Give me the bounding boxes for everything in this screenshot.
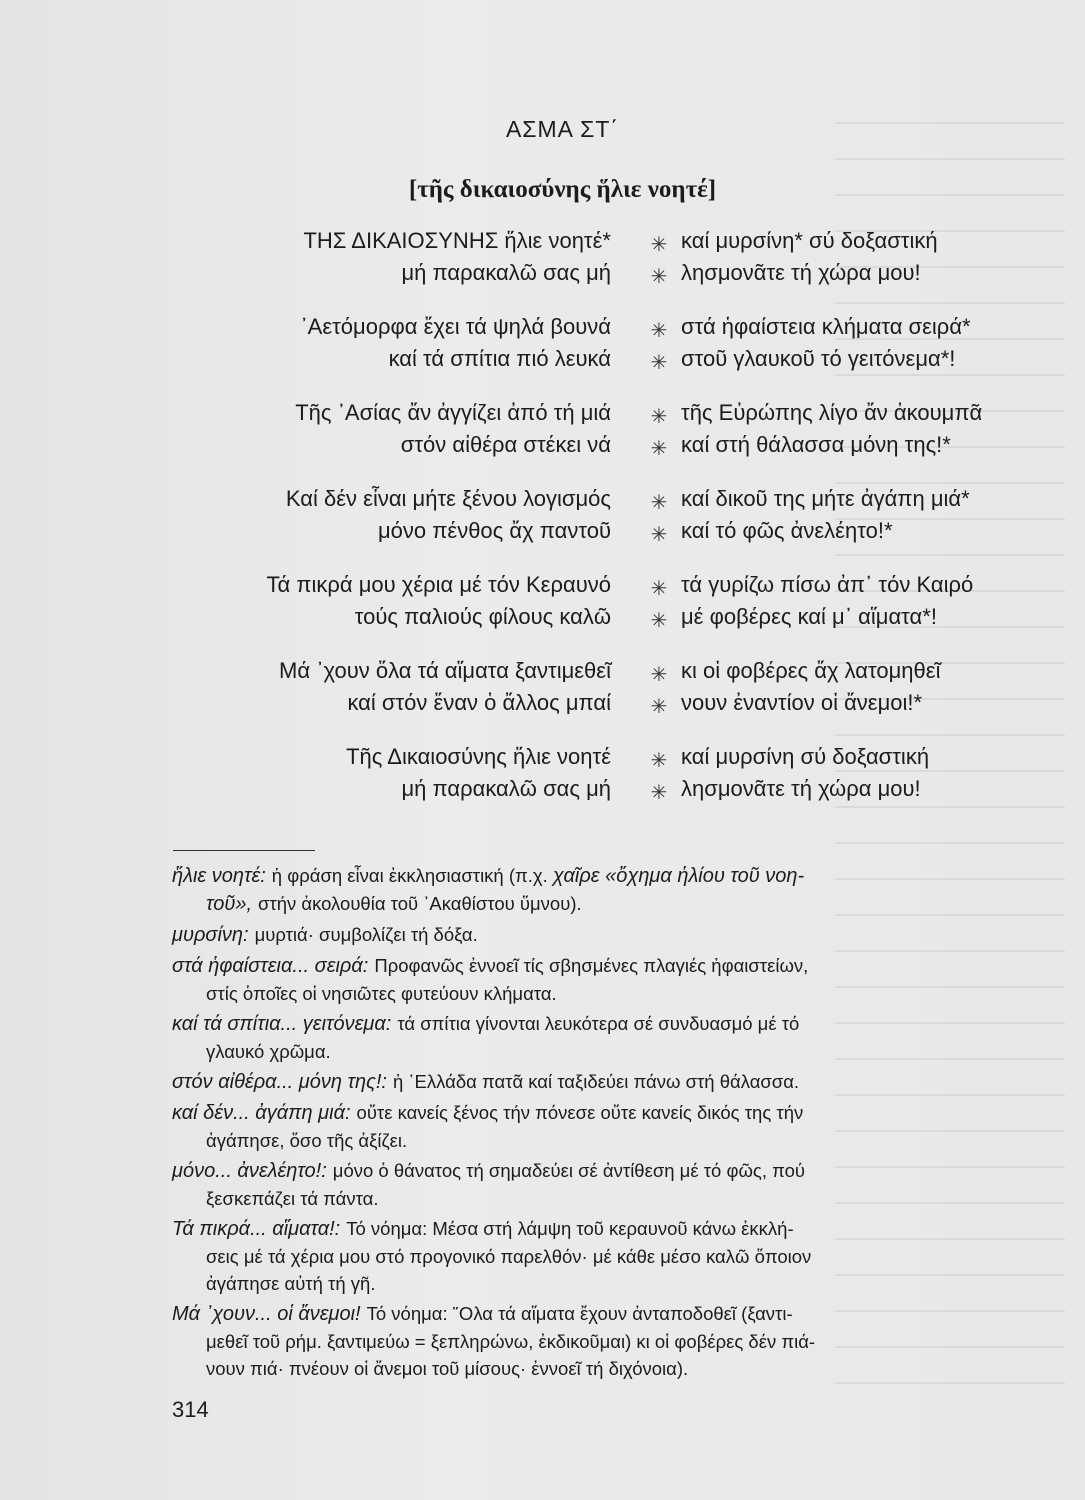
line-left-half: Τά πικρά μου χέρια μέ τόν Κεραυνό (266, 572, 611, 597)
asterisk-flower-icon: ✳ (650, 234, 668, 256)
line-right-half: τά γυρίζω πίσω ἀπ᾿ τόν Καιρό (681, 572, 974, 597)
line-left-half: μή παρακαλῶ σας μή (401, 776, 611, 801)
line-right-half: τῆς Εὐρώπης λίγο ἄν ἀκουμπᾶ (681, 400, 983, 425)
footnote-continuation-text: γλαυκό χρῶμα. (206, 1041, 331, 1062)
footnote-term: καί τά σπίτια... γειτόνεμα: (172, 1013, 392, 1035)
stanza (0, 486, 1085, 550)
footnote (172, 1215, 1034, 1297)
footnote-term: ἥλιε νοητέ: (172, 865, 266, 887)
line-left-half: Τῆς Δικαιοσύνης ἥλιε νοητέ (346, 744, 611, 769)
footnote-line (172, 921, 1034, 949)
footnote-text: Τό νόημα: Μέσα στή λάμψη τοῦ κεραυνοῦ κάνω ἐκκλή- (346, 1218, 794, 1239)
footnote-continuation-text: σεις μέ τά χέρια μου στό προγονικό παρελθόν· μέ κάθε μέσο καλῶ ὅποιον (206, 1246, 812, 1267)
poem-title: ΑΣΜΑ ΣΤ΄ (505, 116, 620, 142)
line-left-half: Μά ᾿χουν ὅλα τά αἵματα ξαντιμεθεῖ (279, 658, 611, 683)
footnote-term: Μά ᾿χουν... οἱ ἄνεμοι! (172, 1303, 361, 1325)
line-right-half: στά ἡφαίστεια κλήματα σειρά* (681, 314, 971, 339)
poem-line (0, 572, 1085, 604)
footnote-line (172, 1099, 1034, 1127)
stanza (0, 744, 1085, 808)
line-right-half: καί μυρσίνη σύ δοξαστική (681, 744, 930, 769)
stanza (0, 658, 1085, 722)
footnote-term: μυρσίνη: (172, 924, 249, 946)
footnote-line (172, 862, 1034, 890)
poem-line (0, 518, 1085, 550)
asterisk-flower-icon: ✳ (650, 352, 668, 374)
asterisk-flower-icon: ✳ (650, 696, 668, 718)
asterisk-flower-icon: ✳ (650, 492, 668, 514)
asterisk-flower-icon: ✳ (650, 406, 668, 428)
footnote-continuation (172, 890, 1034, 918)
footnote-continuation-text: ἀγάπησε, ὅσο τῆς ἀξίζει. (206, 1130, 408, 1151)
footnote-continuation: ἀγάπησε αὐτή τή γῆ. (206, 1273, 376, 1294)
footnote-continuation (172, 1328, 1034, 1355)
footnote-term: καί δέν... ἀγάπη μιά: (172, 1102, 351, 1124)
poem-line (0, 744, 1085, 776)
poem-line (0, 658, 1085, 690)
footnote-divider (173, 850, 315, 851)
footnote-text: μυρτιά· συμβολίζει τή δόξα. (254, 924, 478, 945)
footnote-continuation-text: ξεσκεπάζει τά πάντα. (206, 1188, 379, 1209)
footnote-line (172, 1068, 1034, 1096)
footnote (172, 1300, 1034, 1382)
line-left-half: ᾿Αετόμορφα ἔχει τά ψηλά βουνά (300, 314, 611, 339)
poem-line (0, 400, 1085, 432)
footnote-text: ἡ ῾Ελλάδα πατᾶ καί ταξιδεύει πάνω στή θάλασσα. (392, 1071, 800, 1092)
line-left-half: μόνο πένθος ἄχ παντοῦ (377, 518, 611, 543)
footnote-continuation (172, 1243, 1034, 1270)
line-right-half: νουν ἐναντίον οἱ ἄνεμοι!* (681, 690, 923, 715)
asterisk-flower-icon: ✳ (650, 524, 668, 546)
footnote-continuation (172, 1185, 1034, 1212)
footnote-term: Τά πικρά... αἵματα!: (172, 1218, 341, 1240)
footnote-continuation (172, 1038, 1034, 1065)
footnote (172, 952, 1034, 1007)
footnote-term: μόνο... ἀνελέητο!: (172, 1160, 327, 1182)
poem-line (0, 260, 1085, 292)
footnote-line (172, 952, 1034, 980)
poem-body (0, 228, 1085, 830)
line-left-half: Τῆς ᾿Ασίας ἄν ἀγγίζει ἀπό τή μιά (295, 400, 611, 425)
line-left-half: καί στόν ἕναν ὁ ἄλλος μπαί (347, 690, 611, 715)
poem-line (0, 776, 1085, 808)
asterisk-flower-icon: ✳ (650, 782, 668, 804)
footnote-line (172, 1215, 1034, 1243)
stanza (0, 228, 1085, 292)
asterisk-flower-icon: ✳ (650, 664, 668, 686)
asterisk-flower-icon: ✳ (650, 266, 668, 288)
footnote (172, 1157, 1034, 1212)
poem-subtitle: [τῆς δικαιοσύνης ἥλιε νοητέ] (408, 176, 717, 203)
asterisk-flower-icon: ✳ (650, 750, 668, 772)
footnote-continuation (172, 980, 1034, 1007)
footnote-term: στόν αἰθέρα... μόνη της!: (172, 1071, 387, 1093)
line-right-half: κι οἱ φοβέρες ἄχ λατομηθεῖ (681, 658, 941, 683)
footnote-text: τά σπίτια γίνονται λευκότερα σέ συνδυασμό μέ τό (397, 1013, 800, 1034)
stanza (0, 400, 1085, 464)
line-left-half: ΤΗΣ ΔΙΚΑΙΟΣΥΝΗΣ ἥλιε νοητέ* (303, 228, 611, 253)
page-number: 314 (172, 1397, 209, 1422)
line-right-half: λησμονᾶτε τή χώρα μου! (681, 260, 921, 285)
line-right-half: καί στή θάλασσα μόνη της!* (681, 432, 951, 457)
footnote-line (172, 1010, 1034, 1038)
line-left-half: καί τά σπίτια πιό λευκά (388, 346, 611, 371)
footnote (172, 862, 1034, 918)
line-right-half: λησμονᾶτε τή χώρα μου! (681, 776, 921, 801)
poem-line (0, 314, 1085, 346)
stanza (0, 572, 1085, 636)
footnote-text: ἡ φράση εἶναι ἐκκλησιαστική (π.χ. (271, 865, 548, 886)
line-left-half: τούς παλιούς φίλους καλῶ (354, 604, 611, 629)
footnote-continuation: νουν πιά· πνέουν οἱ ἄνεμοι τοῦ μίσους· ἐννοεῖ τή διχόνοια). (206, 1358, 689, 1379)
footnote-continuation (172, 1127, 1034, 1154)
poem-line (0, 690, 1085, 722)
footnote-continuation-text: στίς ὁποῖες οἱ νησιῶτες φυτεύουν κλήματα. (206, 983, 557, 1004)
footnote-text: Προφανῶς ἐννοεῖ τίς σβησμένες πλαγιές ἡφαιστείων, (374, 955, 809, 976)
poem-line (0, 486, 1085, 518)
line-right-half: στοῦ γλαυκοῦ τό γειτόνεμα*! (681, 346, 956, 371)
footnote-text: Τό νόημα: ῞Ολα τά αἵματα ἔχουν ἀνταποδοθεῖ (ξαντι- (366, 1303, 793, 1324)
line-right-half: καί μυρσίνη* σύ δοξαστική (681, 228, 938, 253)
footnote (172, 921, 1034, 949)
line-right-half: καί δικοῦ της μήτε ἀγάπη μιά* (681, 486, 970, 511)
footnote-line (172, 1157, 1034, 1185)
footnote (172, 1010, 1034, 1065)
line-left-half: μή παρακαλῶ σας μή (401, 260, 611, 285)
footnotes (172, 862, 1034, 1385)
asterisk-flower-icon: ✳ (650, 320, 668, 342)
footnote-text: οὔτε κανείς ξένος τήν πόνεσε οὔτε κανείς δικός της τήν (356, 1102, 804, 1123)
asterisk-flower-icon: ✳ (650, 578, 668, 600)
footnote-text: μόνο ὁ θάνατος τή σημαδεύει σέ ἀντίθεση μέ τό φῶς, πού (332, 1160, 806, 1181)
footnote-continuation-text: μεθεῖ τοῦ ρήμ. ξαντιμεύω = ξεπληρώνω, ἐκδικοῦμαι) κι οἱ φοβέρες δέν πιά- (206, 1331, 816, 1352)
poem-line (0, 228, 1085, 260)
asterisk-flower-icon: ✳ (650, 610, 668, 632)
asterisk-flower-icon: ✳ (650, 438, 668, 460)
footnote (172, 1099, 1034, 1154)
line-left-half: στόν αἰθέρα στέκει νά (400, 432, 611, 457)
poem-line (0, 346, 1085, 378)
poem-line (0, 432, 1085, 464)
line-right-half: καί τό φῶς ἀνελέητο!* (681, 518, 893, 543)
poem-line (0, 604, 1085, 636)
footnote-term: στά ἡφαίστεια... σειρά: (172, 955, 369, 977)
line-right-half: μέ φοβέρες καί μ᾿ αἵματα*! (681, 604, 937, 629)
line-left-half: Καί δέν εἶναι μήτε ξένου λογισμός (285, 486, 611, 511)
footnote (172, 1068, 1034, 1096)
footnote-line (172, 1300, 1034, 1328)
footnote-quote-end: τοῦ», (206, 893, 252, 915)
stanza (0, 314, 1085, 378)
footnote-continuation-text: στήν ἀκολουθία τοῦ ᾿Ακαθίστου ὕμνου). (258, 893, 582, 914)
footnote-quote: χαῖρε «ὄχημα ἡλίου τοῦ νοη- (552, 865, 805, 887)
